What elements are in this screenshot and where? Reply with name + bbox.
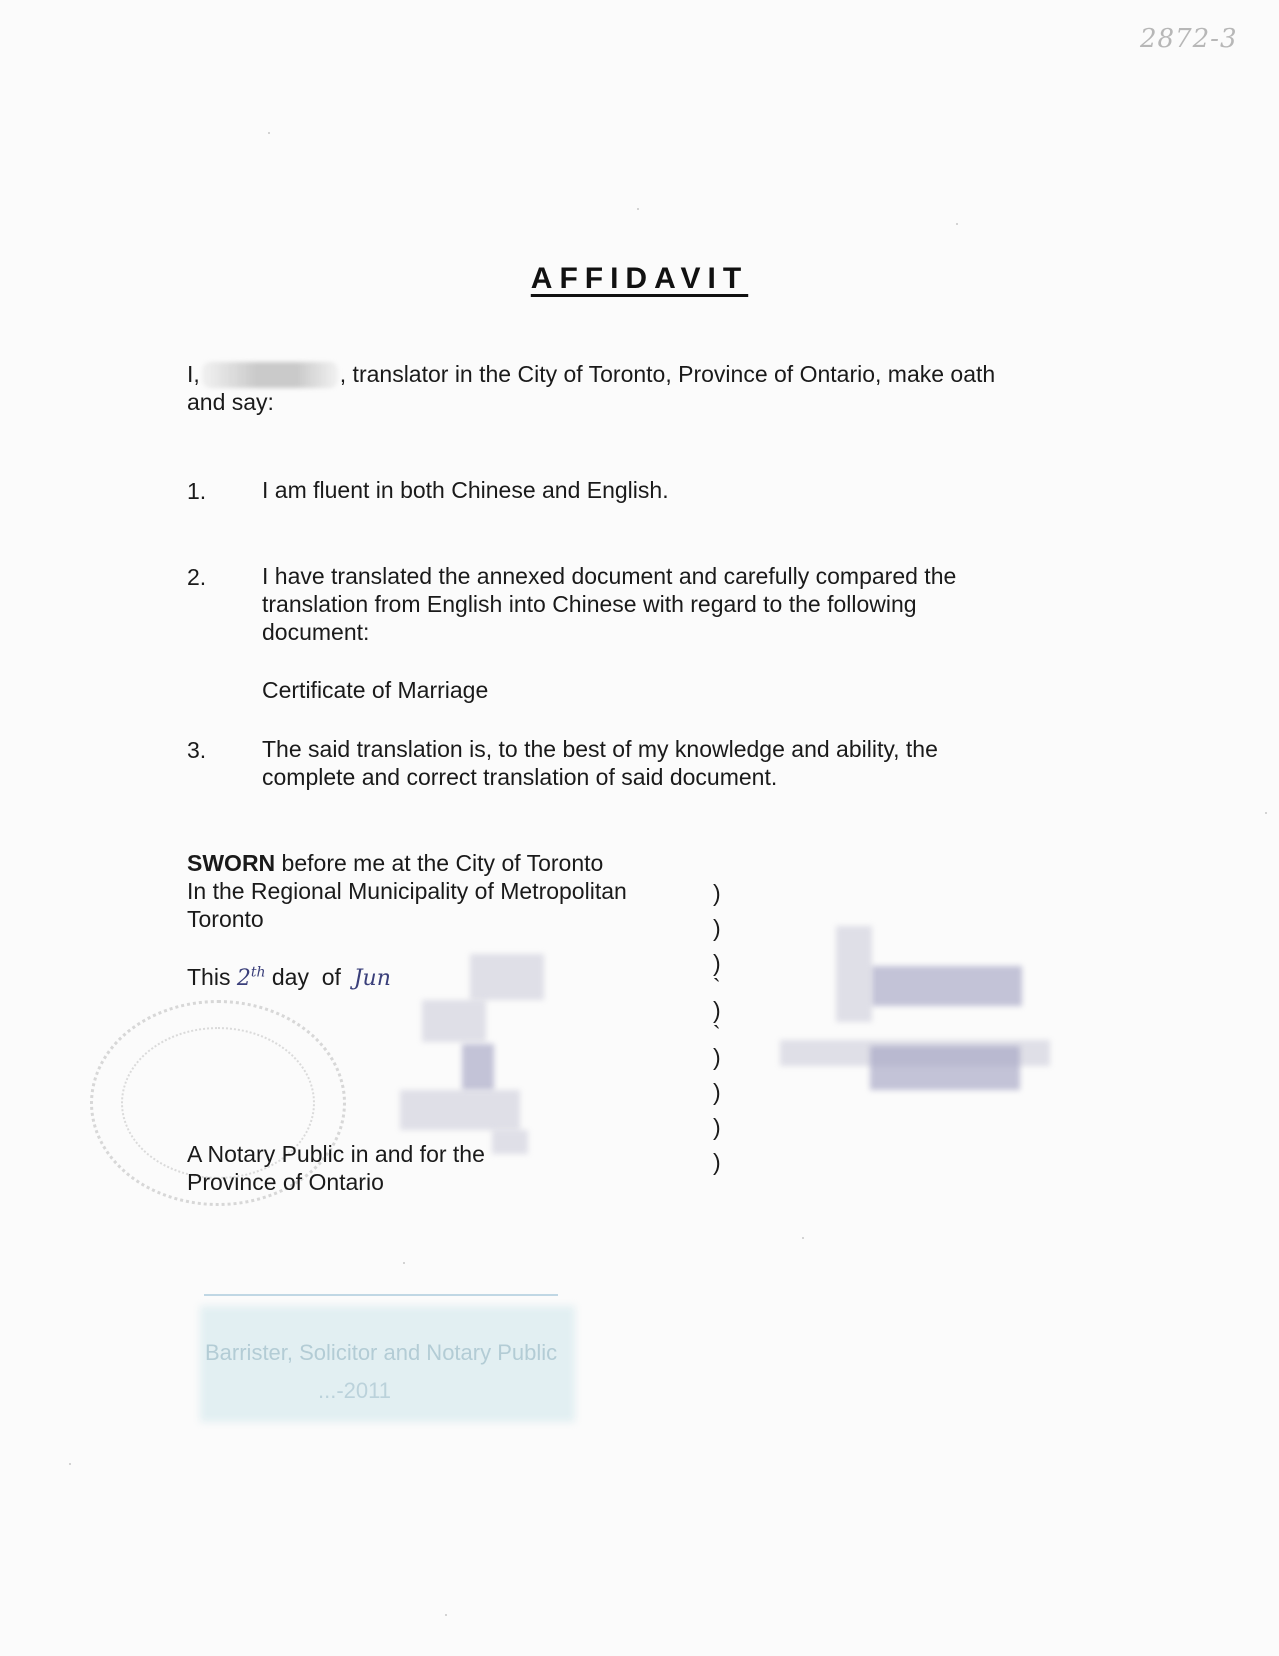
- scan-speck: [802, 1237, 804, 1239]
- date-line: [187, 964, 391, 991]
- handwritten-day-suffix: th: [250, 964, 266, 981]
- item-text-2: I have translated the annexed document and carefully compared the translation from English into Chinese with regard to the following document:: [262, 563, 957, 645]
- notary-line2: Province of Ontario: [187, 1169, 384, 1195]
- item-number-2: 2.: [187, 564, 207, 590]
- paren: ): [713, 1044, 721, 1070]
- item-text-1: I am fluent in both Chinese and English.: [262, 477, 669, 503]
- redacted-translator-signature: [872, 966, 1022, 1006]
- notary-block: [187, 1140, 587, 1196]
- date-day-label: day: [271, 964, 309, 990]
- redacted-translator-signature: [870, 1046, 1020, 1090]
- scan-speck: [403, 1262, 405, 1264]
- intro-prefix: I,: [187, 361, 200, 387]
- notary-line1: A Notary Public in and for the: [187, 1141, 485, 1167]
- redacted-signature: [462, 1044, 494, 1090]
- handwritten-month: Jun: [353, 966, 391, 991]
- scan-speck: [445, 1614, 447, 1616]
- document-name: Certificate of Marriage: [262, 677, 489, 703]
- intro-line1: , translator in the City of Toronto, Province of Ontario, make oath: [339, 361, 996, 387]
- redacted-signature: [470, 954, 544, 1000]
- scan-speck: [69, 1463, 71, 1465]
- redacted-signature: [422, 1000, 486, 1042]
- intro-paragraph: [187, 360, 1087, 416]
- scan-speck: [268, 132, 270, 134]
- paren: ): [713, 1149, 721, 1175]
- paren: ): [713, 880, 721, 906]
- paren: ): [713, 997, 721, 1023]
- paren-tick: `: [713, 1021, 721, 1047]
- stamp-text-line2: ...-2011: [318, 1378, 391, 1403]
- scan-speck: [956, 223, 958, 225]
- item-text-3: The said translation is, to the best of my knowledge and ability, the complete and correct translation of said document.: [262, 736, 938, 790]
- document-title: AFFIDAVIT: [530, 262, 749, 295]
- stamp-top-line: [204, 1294, 558, 1296]
- item-number-1: 1.: [187, 478, 207, 504]
- paren: ): [713, 1079, 721, 1105]
- paren: ): [713, 915, 721, 941]
- corner-handwritten-mark: 2872-3: [1140, 24, 1238, 54]
- scan-speck: [1265, 812, 1267, 814]
- redacted-translator-signature: [836, 926, 872, 1022]
- paren: ): [713, 950, 721, 976]
- sworn-line3: Toronto: [187, 906, 264, 932]
- sworn-block: [187, 849, 707, 933]
- redacted-name: [202, 362, 338, 388]
- sworn-line2: In the Regional Municipality of Metropolitan: [187, 878, 627, 904]
- paren-tick: `: [713, 974, 721, 1000]
- stamp-text-line1: Barrister, Solicitor and Notary Public: [205, 1340, 558, 1365]
- parenthesis-column: [713, 876, 721, 1180]
- paren: ): [713, 1114, 721, 1140]
- date-of-label: of: [321, 964, 341, 990]
- sworn-bold: SWORN: [187, 850, 276, 876]
- handwritten-day: 2: [236, 966, 251, 991]
- item-number-3: 3.: [187, 737, 207, 763]
- document-title-wrap: [0, 262, 1279, 296]
- date-this: This: [187, 964, 231, 990]
- sworn-line1: before me at the City of Toronto: [275, 850, 604, 876]
- redacted-signature: [400, 1090, 520, 1130]
- scan-speck: [637, 208, 639, 210]
- intro-line2: and say:: [187, 389, 274, 415]
